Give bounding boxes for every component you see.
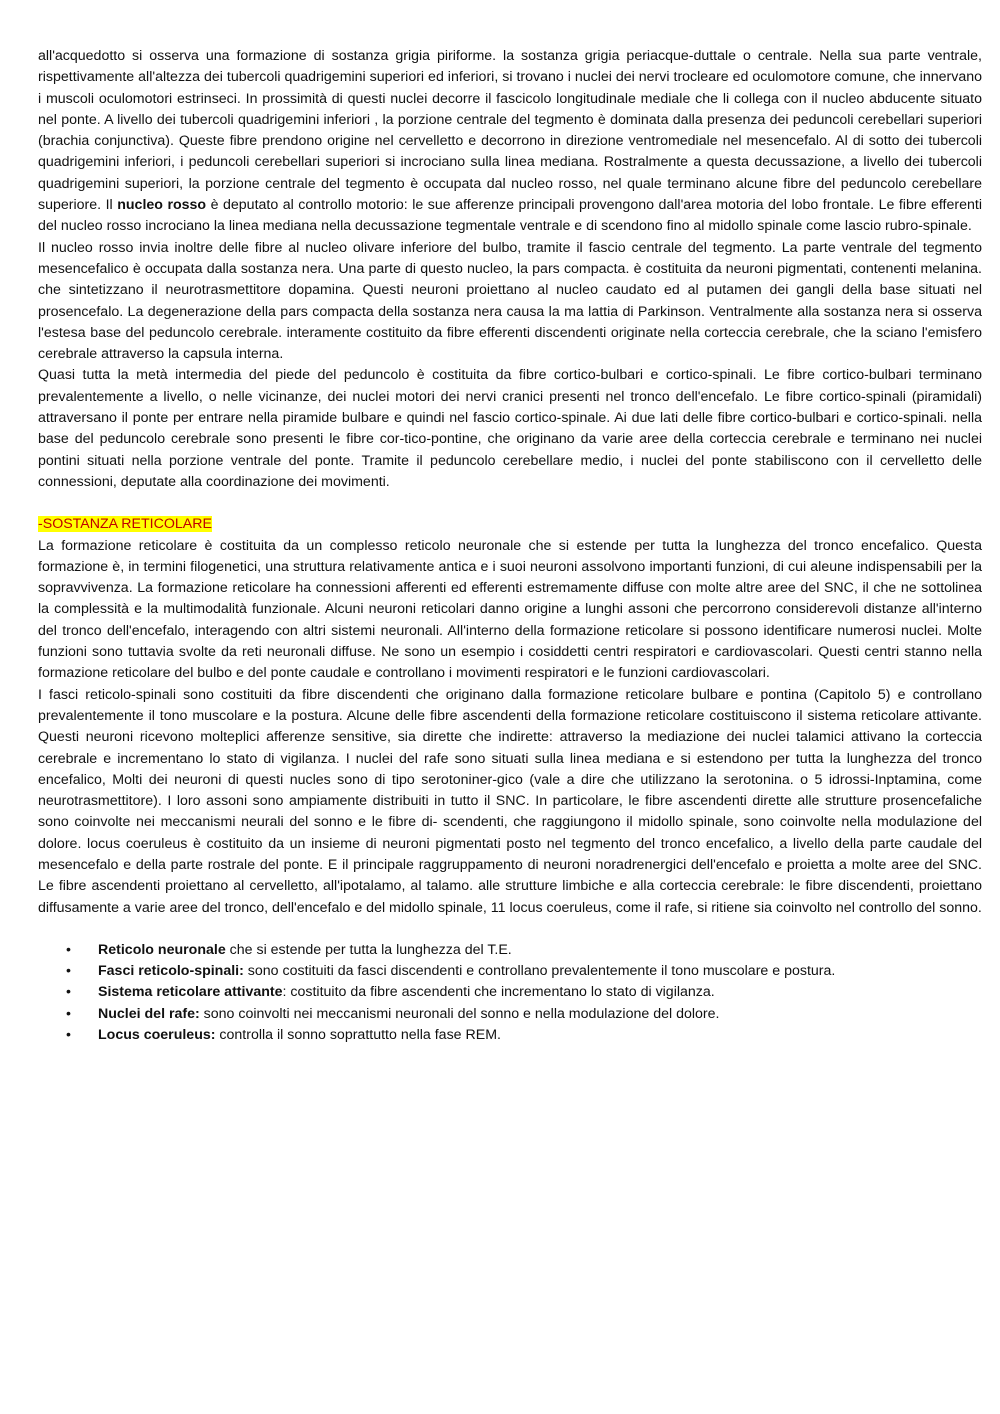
bullet-bold-term: Reticolo neuronale xyxy=(98,941,226,958)
heading-highlight: -SOSTANZA RETICOLARE xyxy=(38,516,212,533)
section-heading xyxy=(38,514,982,535)
bullet-marker: • xyxy=(66,963,71,980)
bullet-bold-term: Locus coeruleus: xyxy=(98,1027,216,1044)
document-page xyxy=(38,46,982,1046)
list-item xyxy=(38,1004,982,1025)
paragraph-sostanza-nera: Il nucleo rosso invia inoltre delle fibre al nucleo olivare inferiore del bulbo, tramite il fascio centrale del tegmento. La parte ventrale del tegmento mesencefalico è occupata dalla sostanza nera. Una parte di questo nucleo, la pars compacta. è costituita da neuroni pigmentati, contenenti melanina. che sintetizzano il neurotrasmettitore dopamina. Questi neuroni proiettano al nucleo caudato ed al putamen dei gangli della base situati nel prosencefalo. La degenerazione della pars compacta della sostanza nera causa la ma lattia di Parkinson. Ventralmente alla sostanza nera si osserva l'estesa base del peduncolo cerebrale. interamente costituito da fibre efferenti discendenti originate nella corteccia cerebrale, che la sciano l'emisfero cerebrale attraverso la capsula interna. xyxy=(38,239,982,363)
bullet-text: sono costituiti da fasci discendenti e controllano prevalentemente il tono muscolare e postura. xyxy=(243,963,836,980)
bullet-marker: • xyxy=(66,1027,71,1044)
bullet-text: : costituito da fibre ascendenti che incrementano lo stato di vigilanza. xyxy=(282,984,715,1001)
summary-bullet-list xyxy=(38,940,982,1046)
bullet-bold-term: Sistema reticolare attivante xyxy=(98,984,283,1001)
paragraph-text: è deputato al controllo motorio: le sue afferenze principali provengono dall'area motoria del lobo frontale. Le fibre efferenti del nucleo rosso incrociano la linea mediana nella decussazione tegmentale ventrale e di scendono fino al midollo spinale come lascio rubro-spinale. xyxy=(38,197,982,235)
list-item xyxy=(38,1025,982,1046)
bullet-text: sono coinvolti nei meccanismi neuronali del sonno e nella modulazione del dolore. xyxy=(199,1005,720,1022)
bullet-bold-term: Nuclei del rafe: xyxy=(98,1005,200,1022)
bullet-marker: • xyxy=(66,941,71,958)
list-item xyxy=(38,982,982,1003)
paragraph-mesencephalon-tegmentum xyxy=(38,46,982,238)
bullet-bold-term: Fasci reticolo-spinali: xyxy=(98,963,244,980)
bullet-text: controlla il sonno soprattutto nella fase REM. xyxy=(215,1027,501,1044)
bullet-marker: • xyxy=(66,984,71,1001)
paragraph-formazione-reticolare: La formazione reticolare è costituita da un complesso reticolo neuronale che si estende per tutta la lunghezza del tronco encefalico. Questa formazione è, in termini filogenetici, una struttura relativamente antica e i suoi neuroni assolvono importanti funzioni, di cui aleune indispensabili per la sopravvivenza. La formazione reticolare ha connessioni afferenti ed efferenti estremamente diffuse con molte altre aree del SNC, il che ne sottolinea la complessità e la multimodalità funzionale. Alcuni neuroni reticolari danno origine a lunghi assoni che percorrono considerevoli distanze all'interno del tronco dell'encefalo, interagendo con altri sistemi neuronali. All'interno della formazione reticolare si possono identificare numerosi nuclei. Molte funzioni sono tuttavia svolte da reti neuronali diffuse. Ne sono un esempio i cosiddetti centri respiratori e cardiovascolari. Questi centri stanno nella formazione reticolare del bulbo e del ponte caudale e controllano i movimenti respiratori e le funzioni cardiovascolari. xyxy=(38,537,982,682)
list-item xyxy=(38,961,982,982)
bold-term-nucleo-rosso: nucleo rosso xyxy=(117,197,207,214)
spacer xyxy=(38,919,982,940)
bullet-text: che si estende per tutta la lunghezza del T.E. xyxy=(225,941,512,958)
paragraph-peduncolo: Quasi tutta la metà intermedia del piede del peduncolo è costituita da fibre cortico-bulbari e cortico-spinali. Le fibre cortico-bulbari terminano prevalentemente a livello, o nelle vicinanze, dei nuclei motori dei nervi cranici presenti nel tronco dell'encefalo. Le fibre cortico-spinali (piramidali) attraversano il ponte per entrare nella piramide bulbare e quindi nel fascio cortico-spinale. Ai due lati delle fibre cortico-bulbari e cortico-spinali. nella base del peduncolo cerebrale sono presenti le fibre cor-tico-pontine, che originano da varie aree della corteccia cerebrale e terminano nei nuclei pontini situati nella porzione ventrale del ponte. Tramite il peduncolo cerebellare medio, i nuclei del ponte stabiliscono con il cervelletto delle connessioni, deputate alla coordinazione dei movimenti. xyxy=(38,367,982,490)
spacer xyxy=(38,493,982,514)
bullet-marker: • xyxy=(66,1005,71,1022)
paragraph-fasci-reticolo-spinali: I fasci reticolo-spinali sono costituiti da fibre discendenti che originano dalla formazione reticolare bulbare e pontina (Capitolo 5) e controllano prevalentemente il tono muscolare e la postura. Alcune delle fibre ascendenti della formazione reticolare costituiscono il sistema reticolare attivante. Questi neuroni ricevono molteplici afferenze sensitive, sia dirette che indirette: attraverso la mediazione dei nuclei talamici attivano la corteccia cerebrale e incrementano lo stato di vigilanza. I nuclei del rafe sono situati sulla linea mediana e si estendono per tutta la lunghezza del tronco encefalico, Molti dei neuroni di questi nucles sono di tipo serotoniner-gico (vale a dire che utilizzano la serotonina. o 5 idrossi-Inptamina, come neurotrasmettitore). I loro assoni sono ampiamente distribuiti in tutto il SNC. In particolare, le fibre ascendenti dirette alle strutture prosencefaliche sono coinvolte nei meccanismi neurali del sonno e le fibre di- scendenti, che raggiungono il midollo spinale, sono coinvolte nella modulazione del dolore. locus coeruleus è costituito da un insieme di neuroni pigmentati posto nel tegmento del tronco encefalico, a livello della parte caudale del mesencefalo e della parte rostrale del ponte. E il principale raggruppamento di neuroni noradrenergici dell'encefalo e proietta a molte aree del SNC. Le fibre ascendenti proiettano al cervelletto, all'ipotalamo, al talamo. alle strutture limbiche e alla corteccia cerebrale: le fibre discendenti, proiettano diffusamente a varie aree del tronco, dell'encefalo e del midollo spinale, 11 locus coeruleus, come il rafe, si ritiene sia coinvolto nel controllo del sonno. xyxy=(38,686,982,916)
paragraph-text: all'acquedotto si osserva una formazione di sostanza grigia piriforme. la sostanza grigia periacque-duttale o centrale. Nella sua parte ventrale, rispettivamente all'altezza dei tubercoli quadrigemini superiori ed inferiori, si trovano i nuclei dei nervi trocleare ed oculomotore comune, che innervano i muscoli oculomotori estrinseci. In prossimità di questi nuclei decorre il fascicolo longitudinale mediale che li collega con il nucleo abducente situato nel ponte. A livello dei tubercoli quadrigemini inferiori , la porzione centrale del tegmento è dominata dalla presenza dei peduncoli cerebellari superiori (brachia conjunctiva). Queste fibre prendono origine nel cervelletto e decorrono in direzione ventromediale nel mesencefalo. Al di sotto dei tubercoli quadrigemini inferiori, i peduncoli cerebellari superiori si incrociano sulla linea mediana. Rostralmente a questa decussazione, a livello dei tubercoli quadrigemini superiori, la porzione centrale del tegmento è occupata dal nucleo rosso, nel quale terminano alcune fibre del peduncolo cerebellare superiore. Il xyxy=(38,48,982,214)
list-item xyxy=(38,940,982,961)
